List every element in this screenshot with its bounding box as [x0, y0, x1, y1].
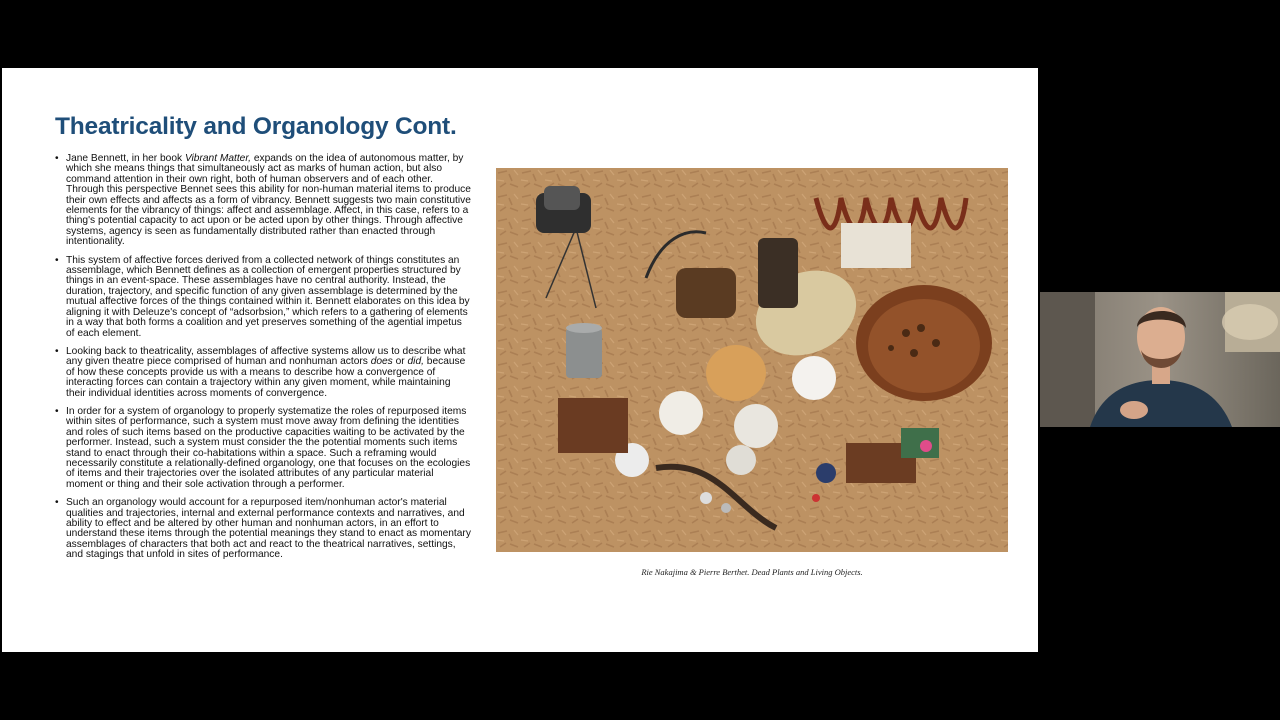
bullet-list [55, 154, 473, 569]
bullet-text: Jane Bennett, in her book [66, 153, 185, 164]
bullet-item: • Such an organology would account for a repurposed item/nonhuman actor's material qualities and trajectories, internal and external performance contexts and narratives, and ability to effect and be altered by other human and nonhuman actors, in an effort to understand these items through the potential meanings they stand to enact as momentary assemblages of characters that both act and react to the theatrical narratives, settings, and stagings that unfold in sites of performance. [55, 498, 473, 560]
assemblage-photo [496, 168, 1008, 552]
bullet-item: • In order for a system of organology to properly systematize the roles of repurposed items within sites of performance, such a system must move away from defining the identities and roles of such items based on the productive capacities waiting to be activated by the performer. Instead, such a system must consider the the potential moments such items stand to enact through their co-habitations within a space. Such a reframing would necessarily constitute a relationally-defined organology, one that focuses on the ecologies of items and their trajectories over the isolated attributes of any particular material moment or thing and their sole activation through a performer. [55, 407, 473, 490]
image-caption: Rie Nakajima & Pierre Berthet. Dead Plants and Living Objects. [641, 567, 863, 577]
bullet-text: Looking back to theatricality, assemblages of affective systems allow us to describe what any given theatre piece comprised of human and nonhuman actors [66, 345, 466, 368]
slide-title: Theatricality and Organology Cont. [55, 113, 457, 140]
book-title: Vibrant Matter, [184, 153, 252, 164]
bullet-text: because of how these concepts provide us with a means to describe how a convergence of interacting forces can contain a trajectory within any given moment, while maintaining their individual identities across moments of convergence. [66, 356, 466, 399]
bullet-text: expands on the idea of autonomous matter, by which she means things that simultaneously act as marks of human action, but also command attention in their own right, both of human observers and of each other. Through this perspective Bennet sees this ability for non-human material items to produce their own effects and affects as a form of vibrancy. Bennett suggests two main constitutive elements for the vibrancy of things: affect and assemblage. Affect, in this case, refers to a thing's potential capacity to act upon or be acted upon by other things. Through affective systems, agency is seen as fundamentally distributed rather than enacted through intentionality. [66, 153, 471, 248]
bullet-item [55, 154, 473, 248]
presentation-slide [2, 68, 1038, 652]
bullet-item [55, 347, 473, 399]
emphasis-does: does [370, 356, 393, 368]
bullet-item: • This system of affective forces derived from a collected network of things constitutes an assemblage, which Bennett defines as a collection of emergent properties structured by things in an event-space. These assemblages have no central authority. Instead, the duration, trajectory, and specific function of any given assemblage is determined by the mutual affective forces of the things contained within it. Bennett elaborates on this idea by aligning it with Deleuze's concept of “adsorbsion,” which refers to a gathering of elements in a way that both forms a coalition and yet preserves something of the agential impetus of each element. [55, 256, 473, 339]
bullet-text: or [392, 356, 408, 368]
emphasis-did: did, [407, 356, 424, 368]
webcam-presenter-feed [1040, 292, 1280, 427]
